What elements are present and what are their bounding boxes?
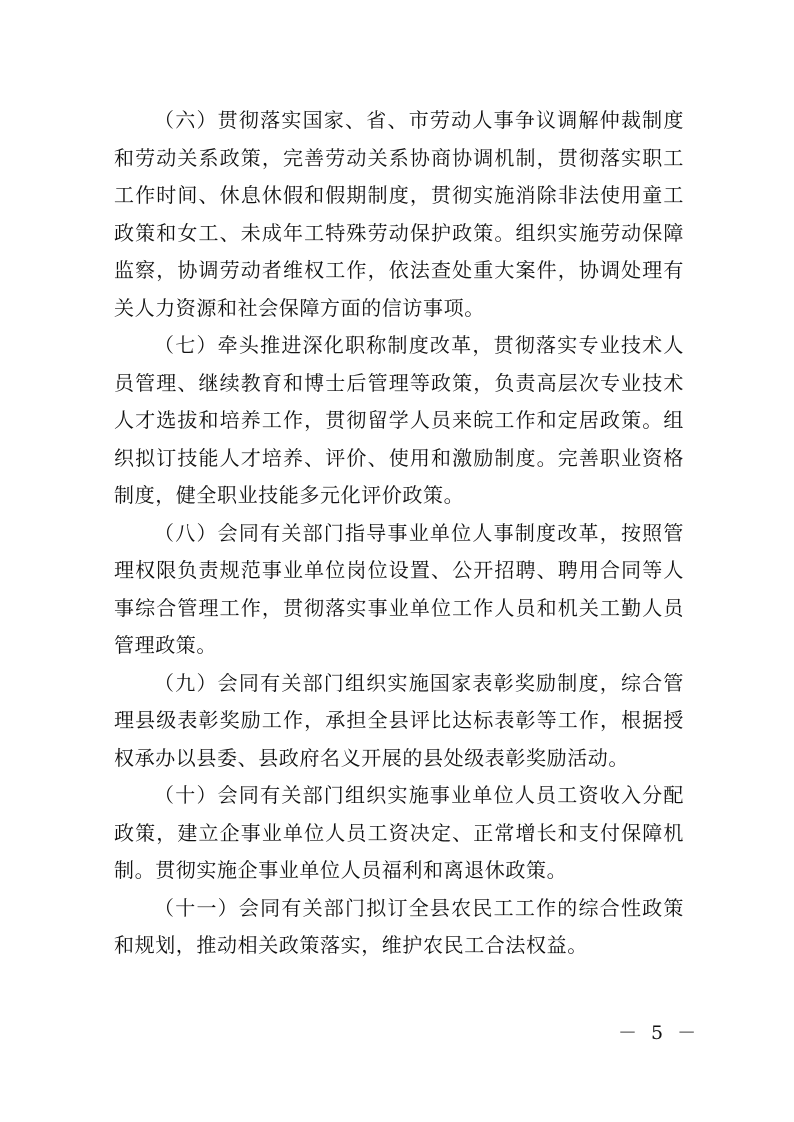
paragraph-8: （八）会同有关部门指导事业单位人事制度改革，按照管理权限负责规范事业单位岗位设置、公开招聘、聘用合同等人事综合管理工作，贯彻落实事业单位工作人员和机关工勤人员管理政策。	[114, 520, 684, 657]
paragraph-7: （七）牵头推进深化职称制度改革，贯彻落实专业技术人员管理、继续教育和博士后管理等政策，负责高层次专业技术人才选拔和培养工作，贯彻留学人员来皖工作和定居政策。组织拟订技能人才培养、评价、使用和激励制度。完善职业资格制度，健全职业技能多元化评价政策。	[114, 333, 684, 507]
paragraph-10: （十）会同有关部门组织实施事业单位人员工资收入分配政策，建立企事业单位人员工资决定、正常增长和支付保障机制。贯彻实施企事业单位人员福利和离退休政策。	[114, 783, 684, 882]
page-number: － 5 －	[618, 1022, 701, 1044]
paragraph-11: （十一）会同有关部门拟订全县农民工工作的综合性政策和规划，推动相关政策落实，维护农民工合法权益。	[114, 895, 684, 957]
paragraph-6: （六）贯彻落实国家、省、市劳动人事争议调解仲裁制度和劳动关系政策，完善劳动关系协商协调机制，贯彻落实职工工作时间、休息休假和假期制度，贯彻实施消除非法使用童工政策和女工、未成年工特殊劳动保护政策。组织实施劳动保障监察，协调劳动者维权工作，依法查处重大案件，协调处理有关人力资源和社会保障方面的信访事项。	[114, 108, 684, 320]
paragraph-9: （九）会同有关部门组织实施国家表彰奖励制度，综合管理县级表彰奖励工作，承担全县评比达标表彰等工作，根据授权承办以县委、县政府名义开展的县处级表彰奖励活动。	[114, 670, 684, 770]
document-body	[114, 102, 684, 965]
